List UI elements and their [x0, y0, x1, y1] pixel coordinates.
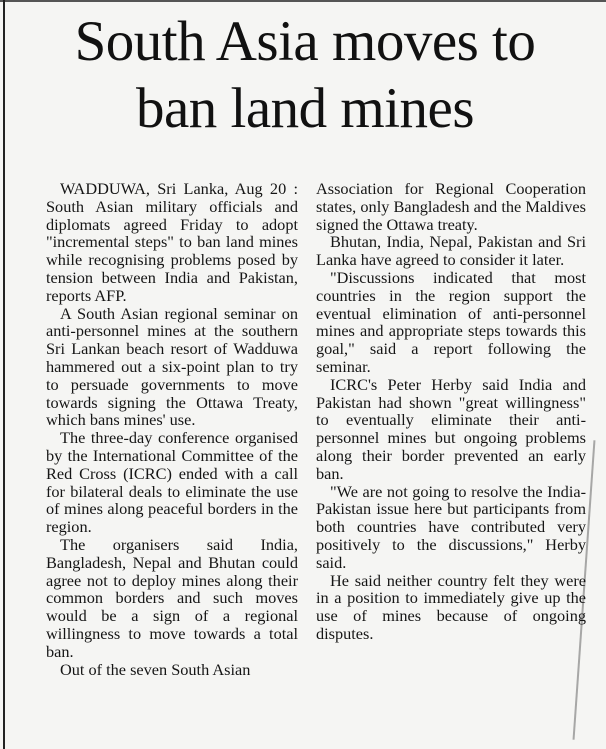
paragraph: A South Asian regional seminar on anti-personnel mines at the southern Sri Lankan beach resort of Wadduwa hammered out a six-point plan to try to persuade governments to move towards signing the Ottawa Treaty, which bans mines' use.	[46, 303, 298, 430]
paragraph: WADDUWA, Sri Lanka, Aug 20 : South Asian military officials and diplomats agreed Friday to adopt "incremental steps" to ban land mines while recognising problems posed by tension between India and Pakistan, reports AFP.	[46, 179, 298, 305]
paragraph: "Discussions indicated that most countries in the region support the eventual elimination of anti-personnel mines and appropriate steps towards this goal," said a report following the seminar.	[316, 267, 586, 376]
paragraph: ICRC's Peter Herby said India and Pakistan had shown "great willingness" to eventually eliminate their anti-personnel mines but ongoing problems along their border prevented an early ban.	[316, 374, 586, 483]
article-column-right	[316, 180, 586, 643]
clipping-top-edge	[0, 0, 606, 2]
headline-line-2: ban land mines	[135, 77, 475, 140]
paragraph: Bhutan, India, Nepal, Pakistan and Sri Lanka have agreed to consider it later.	[316, 232, 586, 270]
paragraph: Out of the seven South Asian	[60, 659, 251, 679]
paragraph: The organisers said India, Bangladesh, Nepal and Bhutan could agree not to deploy mines along their common borders and such moves would be a sign of a regional willingness to move towards a total ban.	[46, 534, 298, 661]
clipping-left-border	[3, 0, 5, 749]
article-column-left	[46, 180, 298, 678]
article-headline	[20, 8, 590, 142]
paragraph: "We are not going to resolve the India-Pakistan issue here but participants from both countries have contributed very positively to the discussions," Herby said.	[316, 481, 586, 572]
paragraph-continued: Association for Regional Cooperation states, only Bangladesh and the Maldives signed the Ottawa treaty.	[316, 179, 586, 234]
paragraph: The three-day conference organised by the International Committee of the Red Cross (ICRC) ended with a call for bilateral deals to eliminate the use of mines along peaceful borders in the region.	[46, 428, 298, 537]
paragraph: He said neither country felt they were in a position to immediately give up the use of mines because of ongoing disputes.	[316, 570, 586, 643]
headline-line-1: South Asia moves to	[74, 10, 536, 73]
